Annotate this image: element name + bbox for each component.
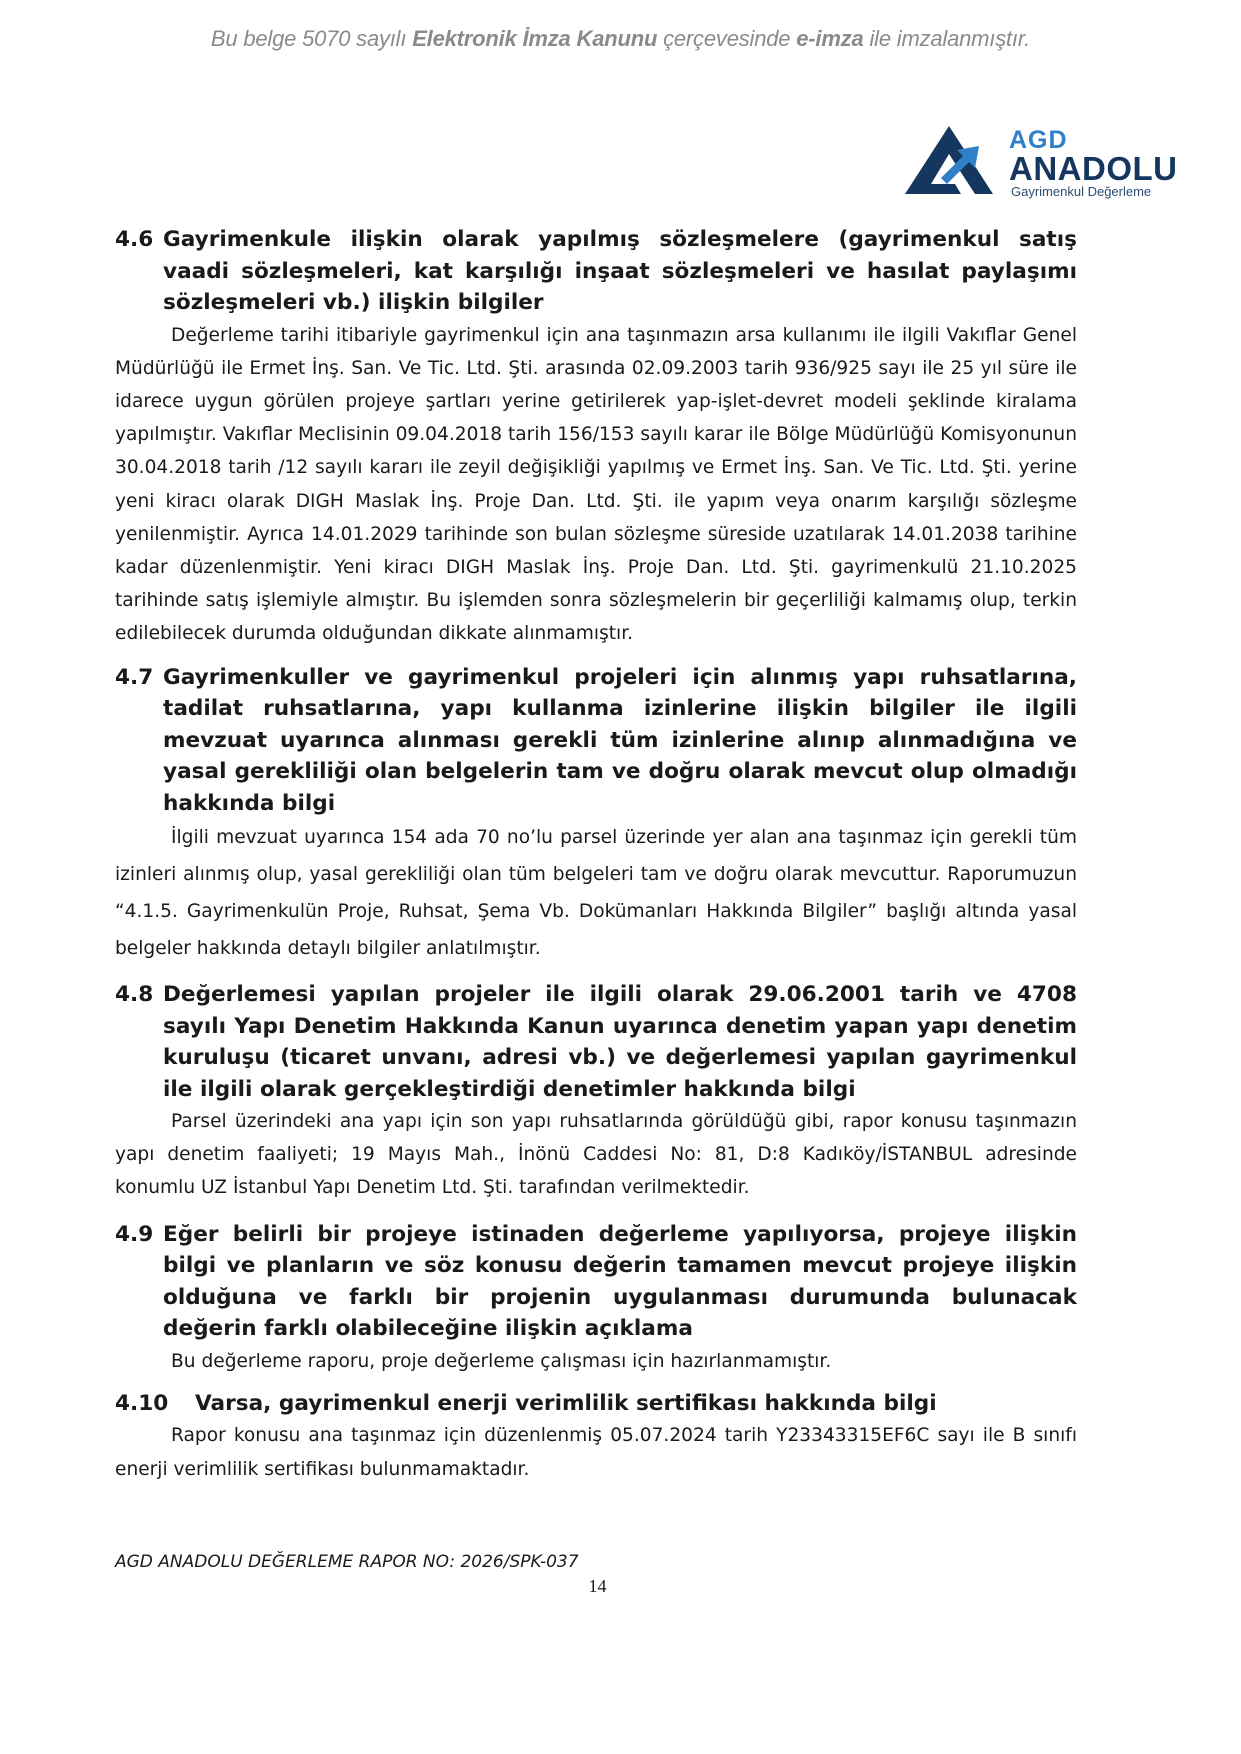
logo-agd: AGD xyxy=(1009,126,1068,154)
esign-text-pre: Bu belge 5070 sayılı xyxy=(210,26,413,51)
logo-subtitle: Gayrimenkul Değerleme xyxy=(1011,184,1152,199)
section-paragraph: Rapor konusu ana taşınmaz için düzenlenmiş 05.07.2024 tarih Y23343315EF6C sayı ile B sınıfı enerji verimlilik sertifikası bulunmamaktadır. xyxy=(115,1425,1077,1480)
section-number: 4.10 xyxy=(115,1390,169,1416)
section-heading-4-7 xyxy=(115,662,1077,820)
section-heading-4-6 xyxy=(115,224,1077,319)
company-logo xyxy=(905,120,1185,200)
page-number: 14 xyxy=(588,1576,607,1596)
section-heading-4-8 xyxy=(115,979,1077,1105)
section-title: Eğer belirli bir projeye istinaden değerleme yapılıyorsa, projeye ilişkin bilgi ve planların ve söz konusu değerin tamamen mevcut projeye ilişkin olduğuna ve farklı bir projenin uygulanması durumunda bulunacak değerin farklı olabileceğine ilişkin açıklama xyxy=(163,1221,1077,1342)
e-signature-notice xyxy=(0,26,1241,52)
document-body xyxy=(115,224,1077,1486)
esign-eimza: e-imza xyxy=(796,26,864,51)
section-title: Gayrimenkule ilişkin olarak yapılmış sözleşmelere (gayrimenkul satış vaadi sözleşmeleri, kat karşılığı inşaat sözleşmeleri ve hasılat paylaşımı sözleşmeleri vb.) ilişkin bilgiler xyxy=(163,227,1077,315)
section-number: 4.6 xyxy=(115,227,154,252)
section-heading-4-9 xyxy=(115,1219,1077,1345)
section-heading-4-10 xyxy=(115,1388,1077,1420)
section-number: 4.8 xyxy=(115,982,154,1008)
esign-law-name: Elektronik İmza Kanunu xyxy=(412,26,658,51)
section-number: 4.9 xyxy=(115,1221,154,1247)
section-paragraph: İlgili mevzuat uyarınca 154 ada 70 no’lu parsel üzerinde yer alan ana taşınmaz için gerekli tüm izinleri alınmış olup, yasal gerekliliği olan tüm belgeleri tam ve doğru olarak mevcuttur. Raporumuzun “4.1.5. Gayrimenkulün Proje, Ruhsat, Şema Vb. Dokümanları Hakkında Bilgiler” başlığı altında yasal belgeler hakkında detaylı bilgiler anlatılmıştır. xyxy=(115,827,1077,960)
section-title: Gayrimenkuller ve gayrimenkul projeleri için alınmış yapı ruhsatlarına, tadilat ruhsatlarına, yapı kullanma izinlerine ilişkin bilgiler ile ilgili mevzuat uyarınca alınması gerekli tüm izinlerine alınıp alınmadığına ve yasal gerekliliği olan belgelerin tam ve doğru olarak mevcut olup olmadığı hakkında bilgi xyxy=(163,664,1077,816)
report-reference: AGD ANADOLU DEĞERLEME RAPOR NO: 2026/SPK-037 xyxy=(115,1552,579,1572)
logo-anadolu: ANADOLU xyxy=(1009,150,1178,187)
section-paragraph: Bu değerleme raporu, proje değerleme çalışması için hazırlanmamıştır. xyxy=(171,1350,832,1372)
section-paragraph: Değerleme tarihi itibariyle gayrimenkul için ana taşınmazın arsa kullanımı ile ilgili Vakıflar Genel Müdürlüğü ile Ermet İnş. San. Ve Tic. Ltd. Şti. arasında 02.09.2003 tarih 936/925 sayı ile 25 yıl süre ile idarece uygun görülen projeye şartları yerine getirilerek yap-işlet-devret modeli şeklinde kiralama yapılmıştır. Vakıflar Meclisinin 09.04.2018 tarih 156/153 sayılı karar ile Bölge Müdürlüğü Komisyonunun 30.04.2018 tarih /12 sayılı kararı ile zeyil değişikliği yapılmış ve Ermet İnş. San. Ve Tic. Ltd. Şti. yerine yeni kiracı olarak DIGH Maslak İnş. Proje Dan. Ltd. Şti. ile yapım veya onarım karşılığı sözleşme yenilenmiştir. Ayrıca 14.01.2029 tarihinde son bulan sözleşme süreside uzatılarak 14.01.2038 tarihine kadar düzenlenmiştir. Yeni kiracı DIGH Maslak İnş. Proje Dan. Ltd. Şti. gayrimenkulü 21.10.2025 tarihinde satış işlemiyle almıştır. Bu işlemden sonra sözleşmelerin bir geçerliliği kalmamış olup, terkin edilebilecek durumda olduğundan dikkate alınmamıştır. xyxy=(115,324,1077,645)
esign-text-mid: çerçevesinde xyxy=(657,26,797,51)
section-title: Varsa, gayrimenkul enerji verimlilik sertifikası hakkında bilgi xyxy=(195,1390,937,1416)
section-paragraph: Parsel üzerindeki ana yapı için son yapı ruhsatlarında görüldüğü gibi, rapor konusu taşınmazın yapı denetim faaliyeti; 19 Mayıs Mah., İnönü Caddesi No: 81, D:8 Kadıköy/İSTANBUL adresinde konumlu UZ İstanbul Yapı Denetim Ltd. Şti. tarafından verilmektedir. xyxy=(115,1111,1077,1199)
section-title: Değerlemesi yapılan projeler ile ilgili olarak 29.06.2001 tarih ve 4708 sayılı Yapı Denetim Hakkında Kanun uyarınca denetim yapan yapı denetim kuruluşu (ticaret unvanı, adresi vb.) ve değerlemesi yapılan gayrimenkul ile ilgili olarak gerçekleştirdiği denetimler hakkında bilgi xyxy=(163,982,1077,1102)
triangle-arrow-logo-icon xyxy=(905,120,1005,198)
esign-text-post: ile imzalanmıştır. xyxy=(863,26,1031,51)
section-number: 4.7 xyxy=(115,664,154,690)
